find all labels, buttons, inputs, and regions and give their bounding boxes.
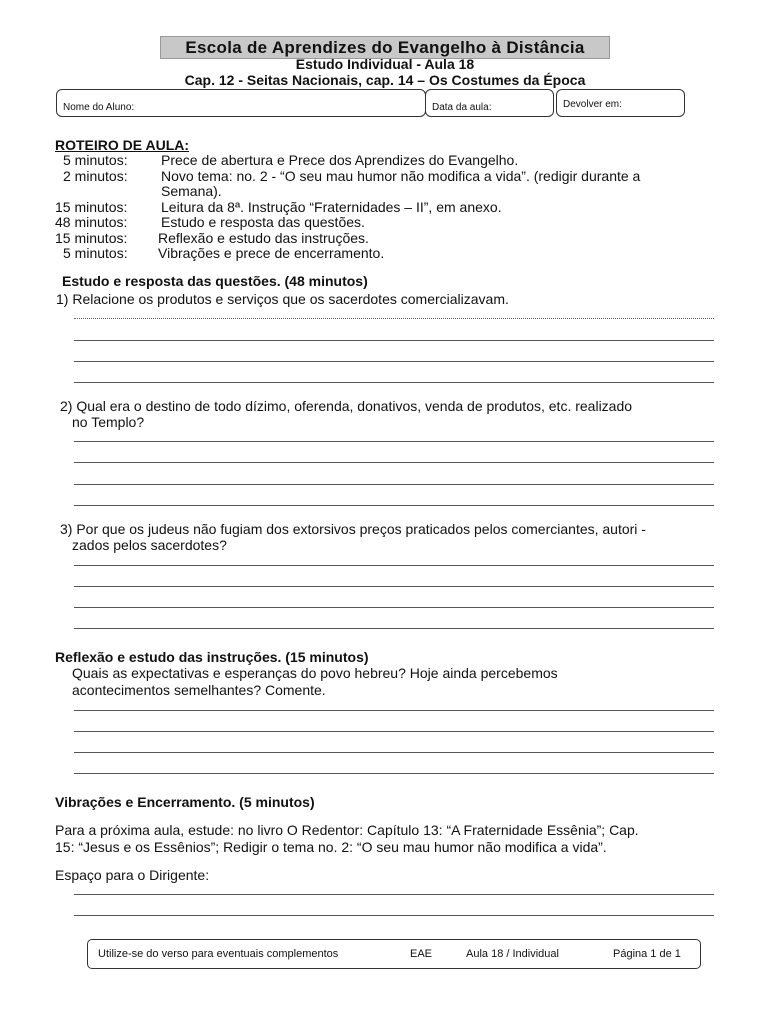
estudo-title: Estudo e resposta das questões. (48 minutos) (62, 273, 368, 289)
question-3: 3) Por que os judeus não fugiam dos extorsivos preços praticados pelos comerciantes, autori - (60, 521, 646, 537)
answer-line[interactable] (74, 441, 714, 442)
answer-line[interactable] (74, 628, 714, 629)
answer-line[interactable] (74, 361, 714, 362)
answer-line[interactable] (74, 340, 714, 341)
roteiro-title: ROTEIRO DE AULA: (55, 137, 190, 153)
answer-line[interactable] (74, 586, 714, 587)
answer-line[interactable] (74, 484, 714, 485)
reflexao-question: Quais as expectativas e esperanças do povo hebreu? Hoje ainda percebemos (72, 665, 558, 681)
answer-line[interactable] (74, 565, 714, 566)
next-lesson-instructions: Para a próxima aula, estude: no livro O Redentor: Capítulo 13: “A Fraternidade Essênia”; Cap. (55, 822, 639, 838)
reflexao-title: Reflexão e estudo das instruções. (15 minutos) (55, 649, 369, 665)
lesson-date-field[interactable] (425, 89, 554, 117)
roteiro-time: 2 minutos: (63, 167, 128, 184)
roteiro-text: Semana). (161, 183, 222, 199)
footer-note: Utilize-se do verso para eventuais complementos (98, 948, 339, 960)
roteiro-text: Reflexão e estudo das instruções. (158, 229, 369, 246)
roteiro-schedule (55, 153, 755, 263)
return-date-label: Devolver em: (563, 99, 622, 110)
vibracoes-title: Vibrações e Encerramento. (5 minutos) (55, 794, 315, 810)
reflexao-question-cont: acontecimentos semelhantes? Comente. (72, 682, 326, 698)
student-name-label: Nome do Aluno: (63, 102, 135, 113)
answer-line[interactable] (74, 731, 714, 732)
question-1: 1) Relacione os produtos e serviços que os sacerdotes comercializavam. (56, 291, 509, 307)
answer-line[interactable] (74, 318, 714, 319)
roteiro-time: 5 minutos: (63, 152, 128, 168)
roteiro-time: 5 minutos: (63, 245, 128, 261)
student-name-field[interactable] (56, 89, 426, 117)
answer-line[interactable] (74, 773, 714, 774)
dirigente-line[interactable] (74, 894, 714, 895)
footer-page: Página 1 de 1 (613, 948, 681, 960)
question-2: 2) Qual era o destino de todo dízimo, oferenda, donativos, venda de produtos, etc. realizado (60, 398, 633, 414)
question-3-cont: zados pelos sacerdotes? (72, 537, 227, 553)
answer-line[interactable] (74, 607, 714, 608)
roteiro-text: Novo tema: no. 2 - “O seu mau humor não modifica a vida”. (redigir durante a (161, 167, 641, 184)
dirigente-line[interactable] (74, 915, 714, 916)
roteiro-text: Estudo e resposta das questões. (161, 214, 365, 230)
answer-line[interactable] (74, 382, 714, 383)
school-title: Escola de Aprendizes do Evangelho à Distância (160, 36, 610, 59)
page-footer (87, 939, 701, 969)
roteiro-time: 15 minutos: (55, 229, 128, 246)
answer-line[interactable] (74, 752, 714, 753)
roteiro-text: Prece de abertura e Prece dos Aprendizes do Evangelho. (161, 152, 519, 168)
answer-line[interactable] (74, 462, 714, 463)
dirigente-label: Espaço para o Dirigente: (55, 867, 210, 883)
roteiro-time: 48 minutos: (55, 214, 128, 230)
roteiro-text: Vibrações e prece de encerramento. (158, 245, 385, 261)
next-lesson-instructions-cont: 15: “Jesus e os Essênios”; Redigir o tema no. 2: “O seu mau humor não modifica a vida”. (55, 839, 607, 855)
footer-lesson: Aula 18 / Individual (466, 948, 559, 960)
question-2-cont: no Templo? (72, 414, 145, 430)
answer-line[interactable] (74, 505, 714, 506)
footer-org: EAE (410, 948, 433, 960)
answer-line[interactable] (74, 710, 714, 711)
roteiro-text: Leitura da 8ª. Instrução “Fraternidades – II”, em anexo. (161, 198, 502, 215)
lesson-date-label: Data da aula: (432, 102, 492, 113)
lesson-subtitle: Estudo Individual - Aula 18 (295, 56, 475, 72)
return-date-field[interactable] (556, 89, 685, 117)
chapter-title: Cap. 12 - Seitas Nacionais, cap. 14 – Os Costumes da Época (184, 72, 586, 88)
roteiro-time: 15 minutos: (55, 198, 128, 215)
